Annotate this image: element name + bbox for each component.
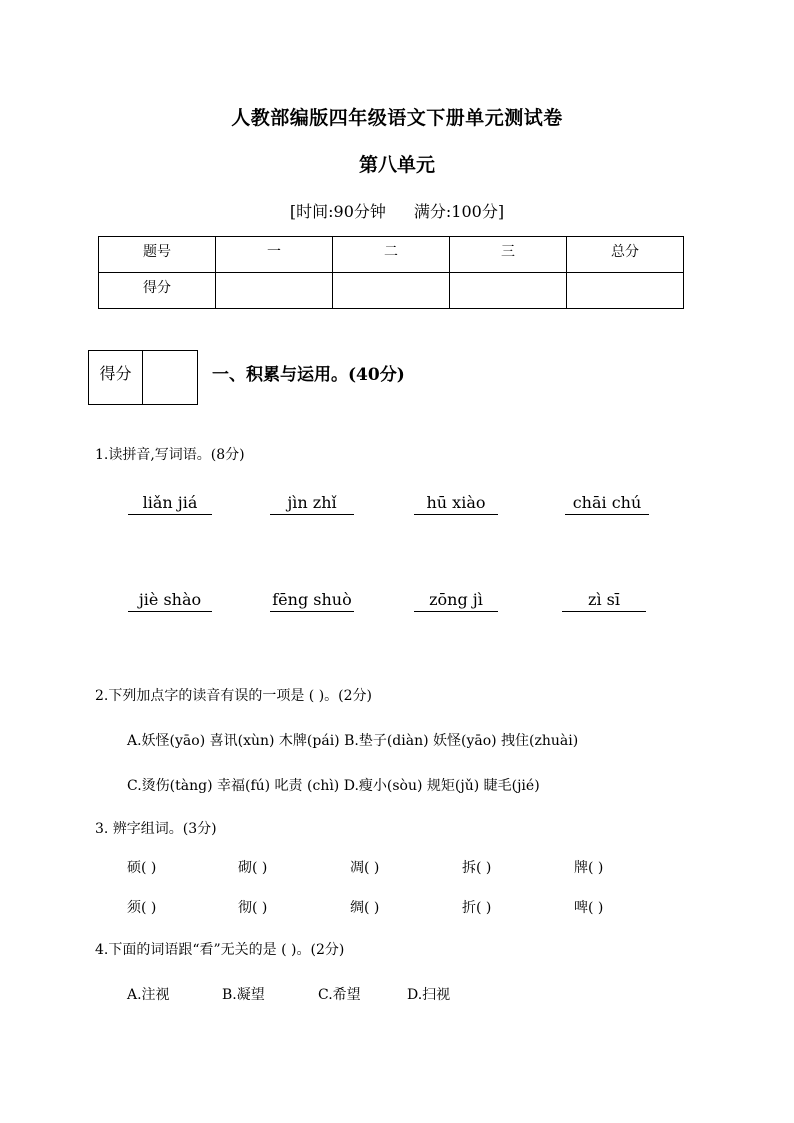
score-input-cell[interactable] <box>567 273 684 309</box>
char-item: 硕( ) <box>127 860 157 876</box>
section-score-box <box>88 350 198 405</box>
answer-paren[interactable]: ( ) <box>364 900 380 916</box>
question-4: 4.下面的词语跟“看”无关的是 ( )。(2分) <box>95 942 345 958</box>
document-title: 人教部编版四年级语文下册单元测试卷 <box>231 107 563 129</box>
answer-paren[interactable]: ( ) <box>588 900 604 916</box>
score-table-cell: 总分 <box>567 237 684 273</box>
char-item: 牌( ) <box>574 860 604 876</box>
score-table-cell: 得分 <box>99 273 216 309</box>
time-limit: [时间:90分钟 <box>289 202 386 221</box>
score-table-cell: 二 <box>333 237 450 273</box>
char-item: 砌( ) <box>238 860 268 876</box>
char-item: 啤( ) <box>574 900 604 916</box>
char-item: 凋( ) <box>350 860 380 876</box>
char-item: 彻( ) <box>238 900 268 916</box>
score-table-cell: 三 <box>450 237 567 273</box>
pinyin-blank[interactable]: liǎn jiá <box>128 493 212 515</box>
answer-paren[interactable]: ( ) <box>476 860 492 876</box>
answer-paren[interactable]: ( ) <box>252 860 268 876</box>
char-item: 须( ) <box>127 900 157 916</box>
pinyin-blank[interactable]: chāi chú <box>565 493 649 515</box>
unit-title: 第八单元 <box>358 154 435 176</box>
answer-paren[interactable]: ( ) <box>476 900 492 916</box>
char-item: 拆( ) <box>462 860 492 876</box>
score-table-cell: 一 <box>216 237 333 273</box>
option-b[interactable]: B.凝望 <box>222 987 265 1003</box>
pinyin-blank[interactable]: hū xiào <box>414 493 498 515</box>
pinyin-blank[interactable]: zōng jì <box>414 590 498 612</box>
question-3: 3. 辨字组词。(3分) <box>95 821 217 837</box>
question-2: 2.下列加点字的读音有误的一项是 ( )。(2分) <box>95 688 373 704</box>
answer-paren[interactable]: ( ) <box>141 900 157 916</box>
pinyin-blank[interactable]: zì sī <box>562 590 646 612</box>
pinyin-blank[interactable]: jiè shào <box>128 590 212 612</box>
option-a[interactable]: A.注视 <box>127 987 170 1003</box>
score-input-cell[interactable] <box>216 273 333 309</box>
answer-paren[interactable]: ( ) <box>588 860 604 876</box>
section-title: 一、积累与运用。(40分) <box>212 365 405 385</box>
score-table-cell: 题号 <box>99 237 216 273</box>
pinyin-blank[interactable]: fēng shuò <box>270 590 354 612</box>
score-input-cell[interactable] <box>333 273 450 309</box>
score-input-cell[interactable] <box>450 273 567 309</box>
answer-paren[interactable]: ( ) <box>252 900 268 916</box>
score-table-score-row <box>99 273 684 309</box>
full-score: 满分:100分] <box>413 202 505 221</box>
answer-paren[interactable]: ( ) <box>364 860 380 876</box>
score-table <box>98 236 684 309</box>
pinyin-blank[interactable]: jìn zhǐ <box>270 493 354 515</box>
char-item: 绸( ) <box>350 900 380 916</box>
score-table-header-row <box>99 237 684 273</box>
char-item: 折( ) <box>462 900 492 916</box>
section-score-label: 得分 <box>89 351 143 404</box>
question-2-options-cd: C.烫伤(tàng) 幸福(fú) 叱责 (chì) D.瘦小(sòu) 规矩(jǔ) 睫毛(jié) <box>127 778 540 794</box>
question-2-options-ab: A.妖怪(yāo) 喜讯(xùn) 木牌(pái) B.垫子(diàn) 妖怪(yāo) 拽住(zhuài) <box>127 733 579 749</box>
option-c[interactable]: C.希望 <box>318 987 361 1003</box>
time-score-line <box>0 199 794 222</box>
answer-paren[interactable]: ( ) <box>141 860 157 876</box>
question-1: 1.读拼音,写词语。(8分) <box>95 447 245 463</box>
option-d[interactable]: D.扫视 <box>407 987 451 1003</box>
